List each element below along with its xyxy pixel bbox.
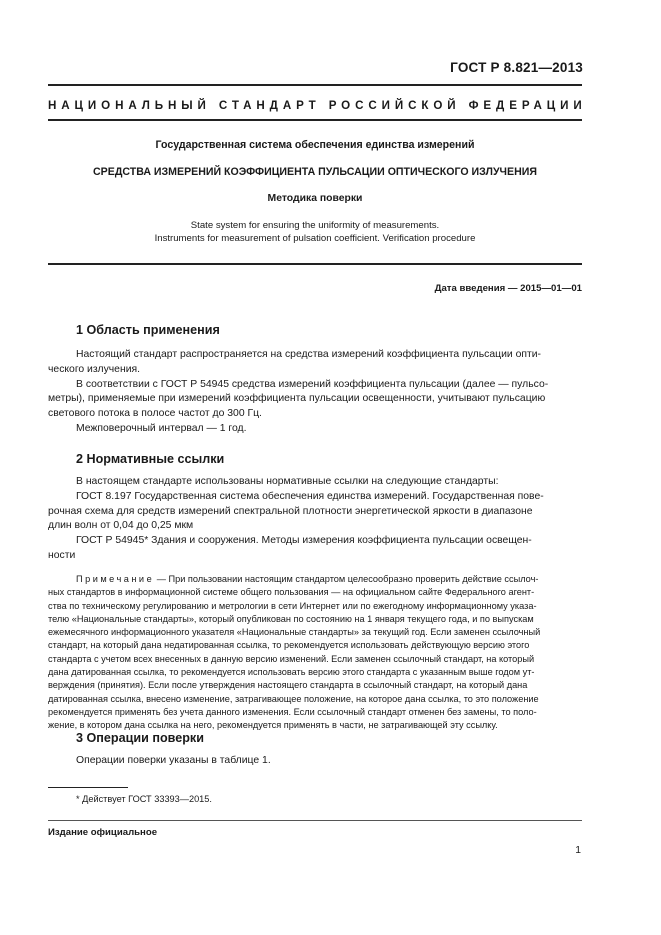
note-text-line-11: жение, в котором дана ссылка на него, рекомендуется применять в части, не затрагивающей эту ссылку. (48, 720, 498, 731)
edition-rule (48, 820, 582, 821)
method-title: Методика поверки (267, 193, 363, 204)
banner-rule (48, 119, 582, 121)
note-text-line-2: ства по техническому регулированию и метрологии в сети Интернет или по ежегодному информационному указа- (48, 600, 537, 611)
note-text-line-0: — При пользовании настоящим стандартом целесообразно проверить действие ссылоч- (154, 574, 539, 584)
section-3-body (76, 754, 581, 769)
standard-code: ГОСТ Р 8.821—2013 (450, 60, 583, 75)
section-2-ref-1-line-3: длин волн от 0,04 до 0,25 мкм (48, 520, 194, 532)
section-3-heading: 3 Операции поверки (76, 731, 204, 745)
note-text-line-5: стандарт, на который дана недатированная ссылка, то рекомендуется использовать действующую версию этого (48, 640, 530, 651)
section-2-ref-2-line-1: ГОСТ Р 54945* Здания и сооружения. Методы измерения коэффициента пульсации освещен- (76, 535, 532, 547)
section-2-intro: В настоящем стандарте использованы нормативные ссылки на следующие стандарты: (76, 476, 499, 487)
english-title-line-2: Instruments for measurement of pulsation coefficient. Verification procedure (154, 233, 476, 244)
introduction-date: Дата введения — 2015—01—01 (434, 283, 582, 294)
note-block (48, 573, 581, 733)
section-2-body (48, 475, 581, 564)
national-standard-banner: НАЦИОНАЛЬНЫЙ СТАНДАРТ РОССИЙСКОЙ ФЕДЕРАЦИИ (48, 99, 587, 112)
main-title: СРЕДСТВА ИЗМЕРЕНИЙ КОЭФФИЦИЕНТА ПУЛЬСАЦИИ ОПТИЧЕСКОГО ИЗЛУЧЕНИЯ (93, 166, 537, 178)
english-title (48, 219, 582, 245)
edition-label: Издание официальное (48, 827, 158, 838)
note-text-line-9: датированная ссылка, внесено изменение, затрагивающее положение, на которое дана ссылка, то это положение (48, 693, 539, 704)
note-text-line-10: рекомендуется применять без учета данного изменения. Если ссылочный стандарт отменен без замены, то поло- (48, 706, 537, 717)
note-text-line-6: стандарта с учетом всех внесенных в данную версию изменений. Если заменен ссылочный стандарт, на который (48, 653, 535, 664)
note-text-line-7: дана датированная ссылка, то рекомендуется использовать версию этого стандарта с указанным выше годом ут- (48, 667, 535, 678)
note-label: Примечание (76, 574, 155, 584)
section-2-ref-1-line-2: рочная схема для средств измерений спектральной плотности энергетической яркости в диапазоне (48, 505, 533, 517)
english-title-line-1: State system for ensuring the uniformity of measurements. (190, 220, 440, 231)
section-2-ref-2-line-2: ности (48, 549, 76, 561)
section-1-p1-line-1: Настоящий стандарт распространяется на средства измерений коэффициента пульсации опти- (76, 349, 541, 360)
note-text-line-4: ежемесячного информационного указателя «Национальные стандарты» за текущий год. Если заменен ссылочный (48, 627, 541, 638)
section-3-p1: Операции поверки указаны в таблице 1. (76, 755, 271, 766)
note-text-line-1: ных стандартов в информационной системе общего пользования — на официальном сайте Федерального агент- (48, 587, 535, 598)
title-rule (48, 263, 582, 265)
section-1-p2-line-1: В соответствии с ГОСТ Р 54945 средства измерений коэффициента пульсации (далее — пульсо- (76, 378, 549, 390)
section-1-p3: Межповерочный интервал — 1 год. (76, 422, 247, 434)
section-1-p2-line-3: светового потока в полосе частот до 300 Гц. (48, 408, 262, 420)
note-line-1 (48, 573, 581, 586)
section-1-p2-line-2: метры), применяемые при измерений коэффициента пульсации освещенности, учитывают пульсацию (48, 393, 546, 405)
footnote-rule (48, 787, 128, 788)
footnote: * Действует ГОСТ 33393—2015. (76, 794, 212, 804)
section-2-ref-1-line-1: ГОСТ 8.197 Государственная система обеспечения единства измерений. Государственная пове- (76, 490, 544, 502)
note-text-line-3: телю «Национальные стандарты», который опубликован по состоянию на 1 января текущего года, и по выпускам (48, 613, 534, 624)
section-2-heading: 2 Нормативные ссылки (76, 452, 225, 466)
section-1-heading: 1 Область применения (76, 323, 220, 337)
note-text-line-8: верждения (принятия). Если после утверждения настоящего стандарта в ссылочный стандарт, на который дана (48, 680, 528, 691)
section-1-p1-line-2: ческого излучения. (48, 363, 141, 375)
top-rule (48, 84, 582, 86)
section-1-body (48, 348, 581, 437)
system-title: Государственная система обеспечения единства измерений (155, 139, 475, 151)
page-number: 1 (575, 845, 581, 856)
